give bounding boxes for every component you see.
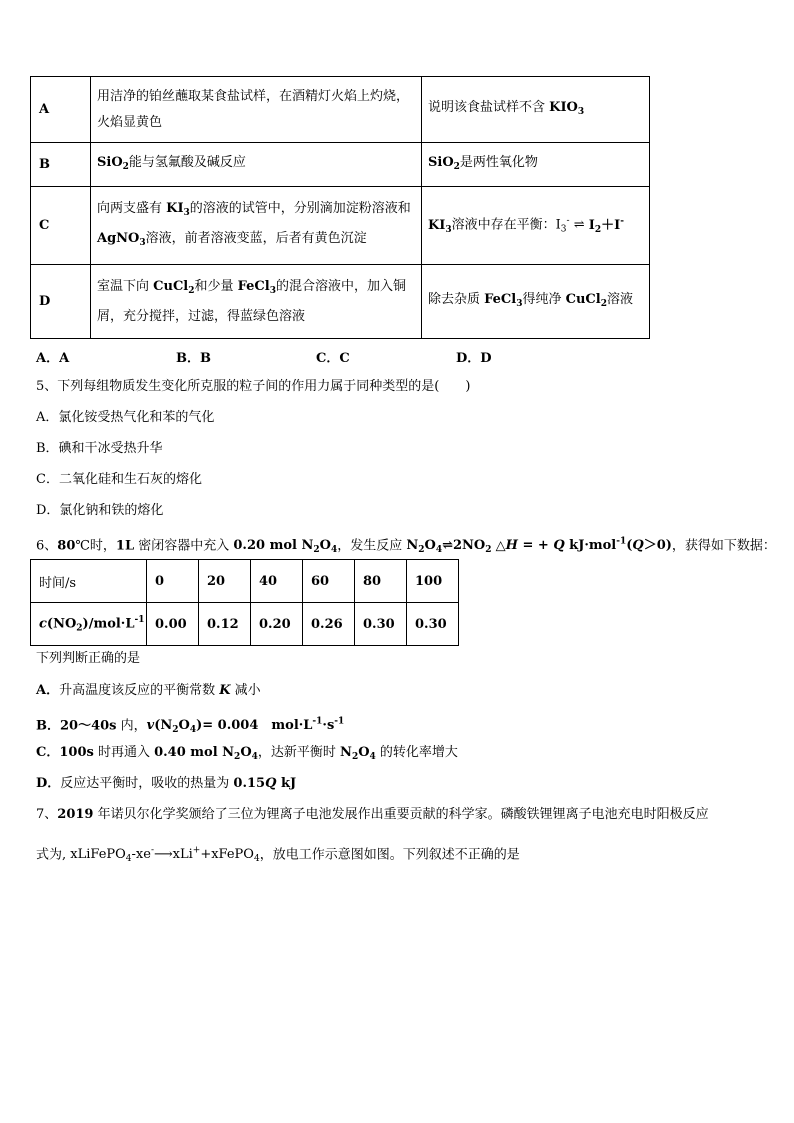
row-conclusion: SiO$_2$是两性氧化物 — [422, 143, 650, 187]
q5-option-b[interactable]: B．碘和干冰受热升华 — [36, 441, 163, 456]
q5-option-c[interactable]: C．二氧化硅和生石灰的熔化 — [36, 472, 202, 487]
time-cell: 40 — [251, 560, 303, 603]
conc-cell: 0.00 — [147, 603, 199, 646]
time-cell: 20 — [199, 560, 251, 603]
q6-option-a[interactable]: A．升高温度该反应的平衡常数 K 减小 — [36, 683, 261, 698]
time-cell: 60 — [303, 560, 355, 603]
row-operation: 室温下向 CuCl$_2$和少量 FeCl$_3$的混合溶液中，加入铜屑，充分搅拌，过滤，得蓝绿色溶液 — [91, 265, 422, 339]
option-a[interactable]: A．A — [36, 351, 70, 366]
option-c[interactable]: C．C — [316, 351, 350, 366]
options-table — [30, 76, 650, 339]
conc-cell: 0.20 — [251, 603, 303, 646]
q5-stem: 5、下列每组物质发生变化所克服的粒子间的作用力属于同种类型的是( ) — [36, 379, 471, 394]
time-header: 时间/s — [31, 560, 147, 603]
conc-cell: 0.26 — [303, 603, 355, 646]
row-label: A — [31, 77, 91, 143]
q6-stem: 6、80℃时，1L 密闭容器中充入 0.20 mol $N_2O_4$，发生反应 $N_2O_4\rightleftharpoons 2NO_2$ △H = + Q kJ·mol$^{-1}$(Q＞0)，获得如下数据： — [36, 537, 776, 556]
conc-cell: 0.30 — [407, 603, 459, 646]
row-conclusion: $KI_3$溶液中存在平衡：$I_3^-$ ⇌ $I_2+I^-$ — [422, 187, 650, 265]
q6-option-d[interactable]: D．反应达平衡时，吸收的热量为 0.15Q kJ — [36, 776, 297, 791]
kinetics-table — [30, 559, 459, 646]
row-label: D — [31, 265, 91, 339]
row-conclusion: 除去杂质 FeCl$_3$得纯净 CuCl$_2$溶液 — [422, 265, 650, 339]
q5-option-a[interactable]: A．氯化铵受热气化和苯的气化 — [36, 410, 215, 425]
conc-header: $c(NO_2)/mol\cdot L^{-1}$ — [31, 603, 147, 646]
row-conclusion: 说明该食盐试样不含 $KIO_3$ — [422, 77, 650, 143]
conc-cell: 0.12 — [199, 603, 251, 646]
q6-option-c[interactable]: C．100s 时再通入 0.40 mol $N_2O_4$，达新平衡时 $N_2O_4$ 的转化率增大 — [36, 745, 458, 762]
q6-prompt: 下列判断正确的是 — [36, 651, 141, 666]
time-cell: 100 — [407, 560, 459, 603]
q7-line2: 式为, xLiFePO$_4$-xe-⟶xLi++xFePO$_4$，放电工作示意图如图。下列叙述不正确的是 — [36, 846, 520, 865]
option-b[interactable]: B．B — [176, 351, 211, 366]
time-cell: 0 — [147, 560, 199, 603]
q6-option-b[interactable]: B．20～40s 内，$v(N_2O_4)= 0.004$ $mol\cdot L^{-1}\cdot s^{-1}$ — [36, 717, 345, 736]
q4-options — [36, 347, 596, 366]
row-operation: SiO$_2$能与氢氟酸及碱反应 — [91, 143, 422, 187]
time-cell: 80 — [355, 560, 407, 603]
row-label: C — [31, 187, 91, 265]
q5-option-d[interactable]: D．氯化钠和铁的熔化 — [36, 503, 164, 518]
row-operation: 用洁净的铂丝蘸取某食盐试样，在酒精灯火焰上灼烧，火焰显黄色 — [91, 77, 422, 143]
conc-cell: 0.30 — [355, 603, 407, 646]
q7-line1: 7、2019 年诺贝尔化学奖颁给了三位为锂离子电池发展作出重要贡献的科学家。磷酸铁锂锂离子电池充电时阳极反应 — [36, 807, 709, 822]
row-label: B — [31, 143, 91, 187]
row-operation: 向两支盛有 $KI_3$的溶液的试管中，分别滴加淀粉溶液和 AgNO$_3$溶液，前者溶液变蓝，后者有黄色沉淀 — [91, 187, 422, 265]
option-d[interactable]: D．D — [456, 351, 492, 366]
